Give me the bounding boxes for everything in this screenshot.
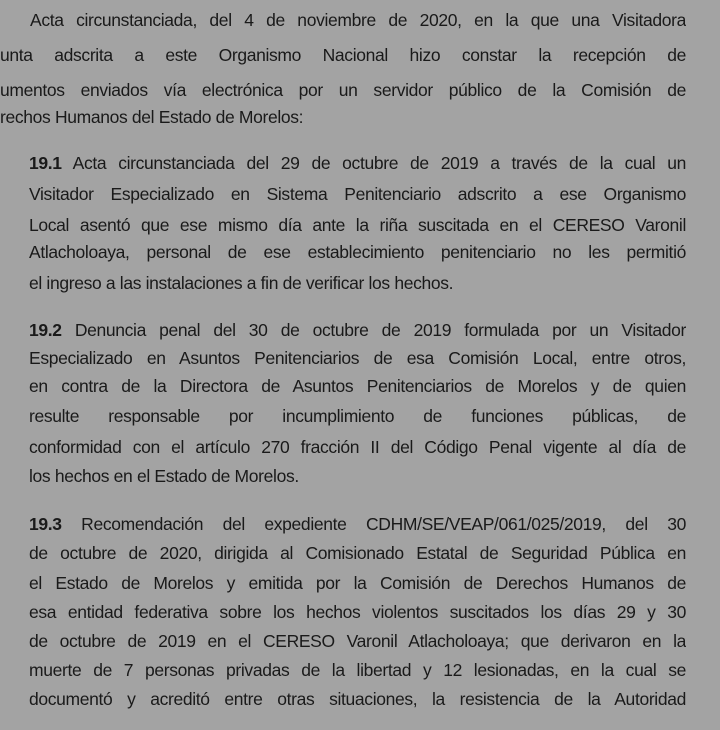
text-line: de octubre de 2020, dirigida al Comisionado Estatal de Seguridad Pública en [29, 543, 686, 563]
text-line: en contra de la Directora de Asuntos Penitenciarios de Morelos y de quien [29, 376, 686, 396]
text-line: el ingreso a las instalaciones a fin de verificar los hechos. [29, 273, 454, 293]
text-line: Especializado en Asuntos Penitenciarios de esa Comisión Local, entre otros, [29, 348, 686, 368]
text-line: los hechos en el Estado de Morelos. [29, 466, 299, 486]
text-line: rechos Humanos del Estado de Morelos: [0, 107, 304, 127]
item-number: 19.2 [29, 320, 62, 340]
item-text: Recomendación del expediente CDHM/SE/VEAP/061/025/2019, del 30 [81, 514, 686, 534]
text-line: resulte responsable por incumplimiento de funciones públicas, de [29, 406, 686, 426]
item-number: 19.3 [29, 514, 62, 534]
item-number: 19.1 [29, 153, 62, 173]
text-line: conformidad con el artículo 270 fracción II del Código Penal vigente al día de [29, 437, 686, 457]
item-text: Denuncia penal del 30 de octubre de 2019 formulada por un Visitador [74, 320, 686, 340]
item-text: Acta circunstanciada del 29 de octubre de 2019 a través de la cual un [72, 153, 686, 173]
text-line: Acta circunstanciada, del 4 de noviembre de 2020, en la que una Visitadora [30, 10, 686, 30]
text-line: Visitador Especializado en Sistema Penitenciario adscrito a ese Organismo [29, 184, 686, 204]
text-line: de octubre de 2019 en el CERESO Varonil Atlacholoaya; que derivaron en la [29, 631, 686, 651]
text-line: unta adscrita a este Organismo Nacional hizo constar la recepción de [0, 45, 686, 65]
text-line: el Estado de Morelos y emitida por la Comisión de Derechos Humanos de [29, 573, 686, 593]
text-line: documentó y acreditó entre otras situaciones, la resistencia de la Autoridad [29, 689, 686, 709]
text-line: esa entidad federativa sobre los hechos violentos suscitados los días 29 y 30 [29, 602, 686, 622]
text-line: Local asentó que ese mismo día ante la riña suscitada en el CERESO Varonil [29, 215, 686, 235]
text-line: muerte de 7 personas privadas de la libertad y 12 lesionadas, en la cual se [29, 660, 686, 680]
text-line [29, 153, 686, 177]
text-line: umentos enviados vía electrónica por un servidor público de la Comisión de [0, 80, 686, 100]
text-line: Atlacholoaya, personal de ese establecimiento penitenciario no les permitió [29, 242, 686, 262]
text-line [29, 514, 686, 538]
text-line [29, 320, 686, 344]
